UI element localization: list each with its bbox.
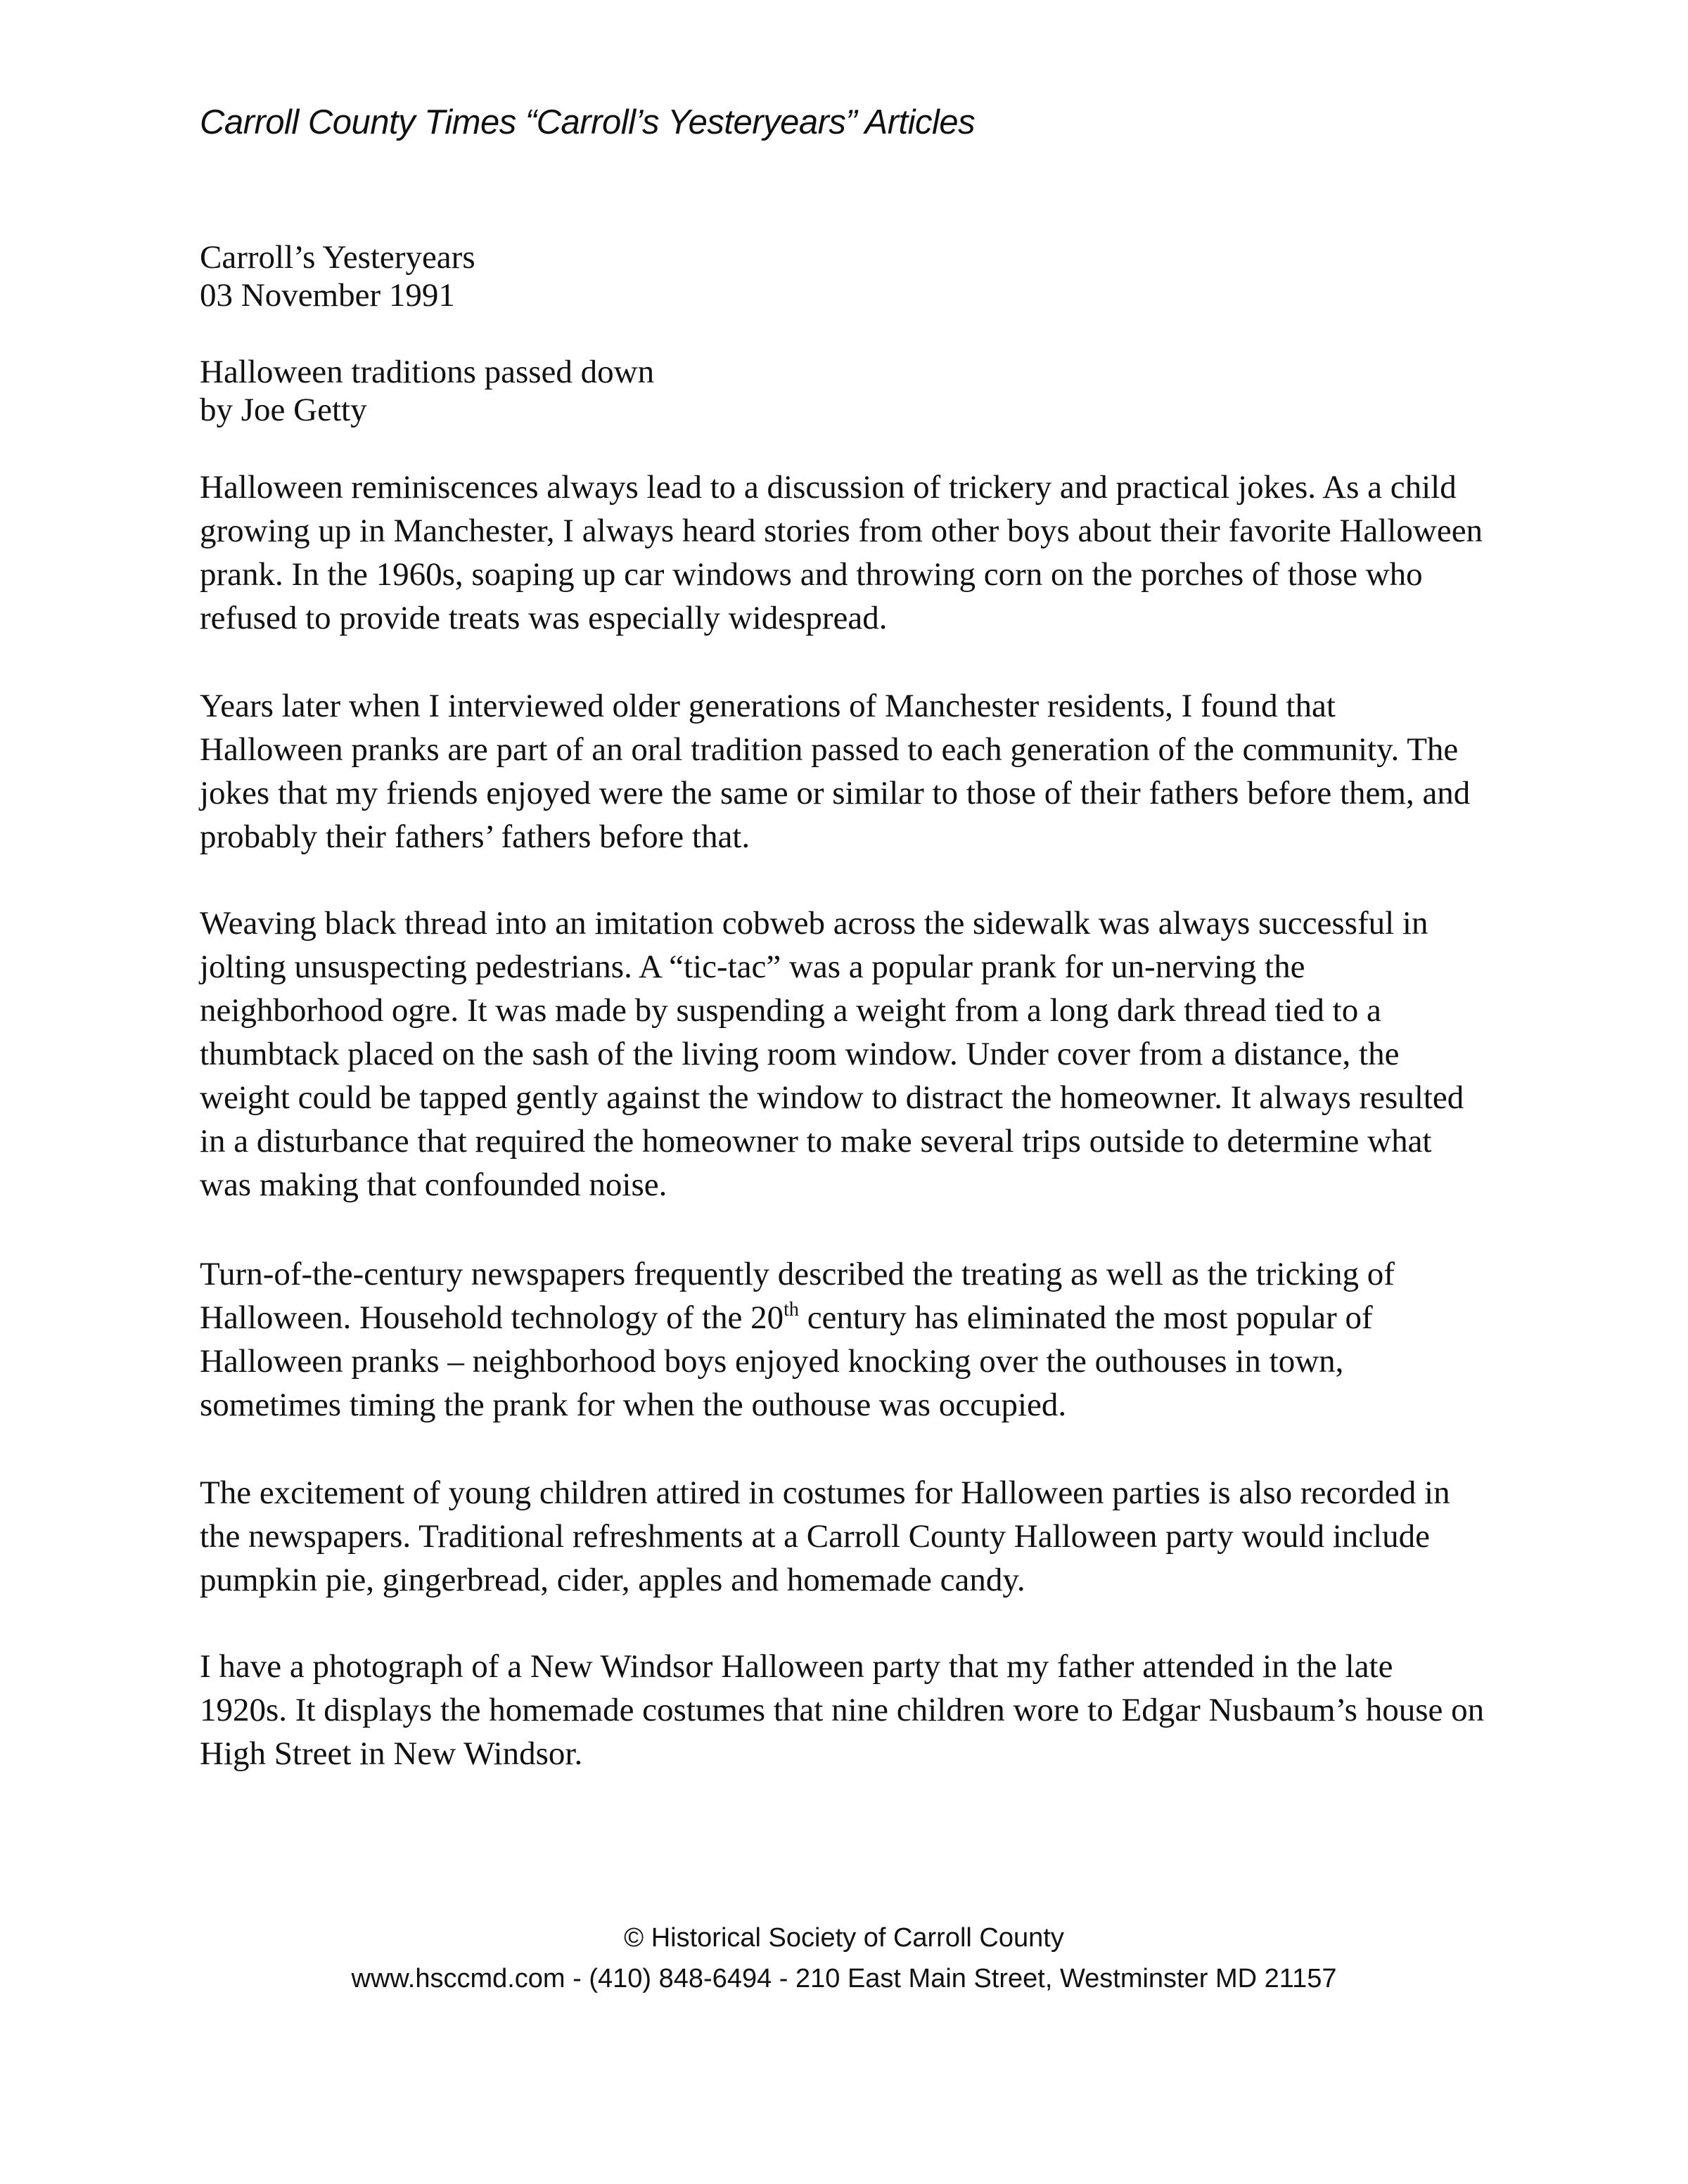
text-line: thumbtack placed on the sash of the living room window. Under cover from a distance, the	[200, 1036, 1400, 1072]
column-name: Carroll’s Yesteryears	[200, 239, 475, 276]
text-line: the newspapers. Traditional refreshments at a Carroll County Halloween party would include	[200, 1518, 1431, 1555]
text-line: I have a photograph of a New Windsor Halloween party that my father attended in the late	[200, 1648, 1393, 1685]
paragraph-2	[200, 684, 1470, 859]
text-segment: century has eliminated the most popular of	[798, 1299, 1373, 1336]
article-heading	[200, 353, 654, 429]
superscript: th	[784, 1299, 799, 1321]
text-line: prank. In the 1960s, soaping up car windows and throwing corn on the porches of those who	[200, 556, 1423, 593]
footer-contact: www.hsccmd.com - (410) 848-6494 - 210 East Main Street, Westminster MD 21157	[351, 1964, 1337, 1993]
text-line: was making that confounded noise.	[200, 1167, 667, 1203]
text-line: weight could be tapped gently against the window to distract the homeowner. It always resulted	[200, 1079, 1464, 1116]
text-line: in a disturbance that required the homeowner to make several trips outside to determine what	[200, 1123, 1432, 1160]
text-line: Turn-of-the-century newspapers frequently described the treating as well as the tricking of	[200, 1256, 1395, 1292]
article-date: 03 November 1991	[200, 277, 455, 314]
text-line	[200, 1296, 1395, 1340]
text-line: jokes that my friends enjoyed were the same or similar to those of their fathers before them, and	[200, 775, 1471, 811]
text-line: High Street in New Windsor.	[200, 1735, 583, 1772]
text-line: sometimes timing the prank for when the outhouse was occupied.	[200, 1387, 1067, 1423]
text-line: jolting unsuspecting pedestrians. A “tic-tac” was a popular prank for un-nerving the	[200, 949, 1305, 985]
page-header-title: Carroll County Times “Carroll’s Yesteryears” Articles	[200, 103, 976, 141]
text-line: The excitement of young children attired in costumes for Halloween parties is also recorded in	[200, 1475, 1450, 1511]
text-line: 1920s. It displays the homemade costumes that nine children wore to Edgar Nusbaum’s house on	[200, 1692, 1485, 1728]
text-line: Years later when I interviewed older generations of Manchester residents, I found that	[200, 688, 1336, 724]
article-headline: Halloween traditions passed down	[200, 354, 655, 390]
paragraph-6	[200, 1645, 1484, 1775]
text-line: probably their fathers’ fathers before that.	[200, 818, 750, 855]
paragraph-4	[200, 1252, 1395, 1427]
text-line: pumpkin pie, gingerbread, cider, apples and homemade candy.	[200, 1562, 1025, 1598]
text-line: Halloween reminiscences always lead to a discussion of trickery and practical jokes. As a child	[200, 469, 1457, 506]
text-line: refused to provide treats was especially widespread.	[200, 600, 888, 636]
text-line: neighborhood ogre. It was made by suspending a weight from a long dark thread tied to a	[200, 992, 1381, 1029]
text-line: Weaving black thread into an imitation cobweb across the sidewalk was always successful in	[200, 905, 1428, 942]
text-line: growing up in Manchester, I always heard stories from other boys about their favorite Halloween	[200, 513, 1483, 549]
paragraph-3	[200, 901, 1464, 1207]
text-line: Halloween pranks – neighborhood boys enjoyed knocking over the outhouses in town,	[200, 1343, 1344, 1380]
paragraph-5	[200, 1471, 1450, 1602]
text-line: Halloween pranks are part of an oral tradition passed to each generation of the community. The	[200, 731, 1459, 768]
text-segment: Halloween. Household technology of the 20	[200, 1299, 784, 1336]
paragraph-1	[200, 465, 1483, 640]
column-meta	[200, 238, 475, 314]
article-byline: by Joe Getty	[200, 392, 367, 428]
footer-copyright: © Historical Society of Carroll County	[624, 1923, 1064, 1953]
